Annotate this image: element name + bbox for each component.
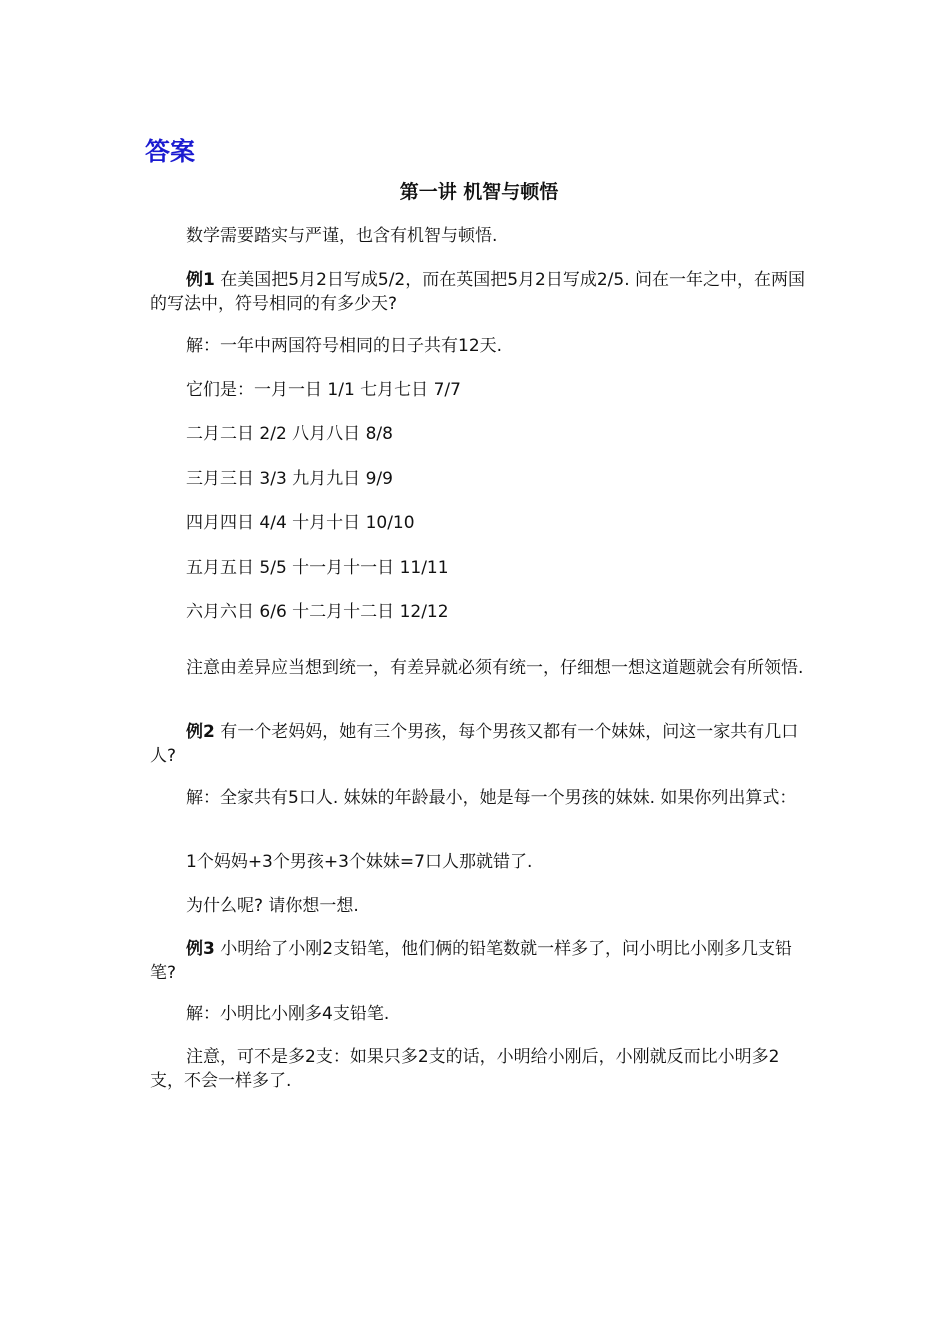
date-pair-1: 一月一日 1/1 七月七日 7/7: [254, 380, 461, 400]
example2-label: 例2: [186, 722, 215, 742]
example1-question: [150, 268, 810, 316]
intro-paragraph: 数学需要踏实与严谨，也含有机智与顿悟.: [186, 226, 498, 246]
example1-note: 注意由差异应当想到统一，有差异就必须有统一，仔细想一想这道题就会有所领悟.: [186, 658, 804, 678]
example2-question-text: 有一个老妈妈，她有三个男孩，每个男孩又都有一个妹妹，问这一家共有几口人?: [150, 722, 799, 766]
example2-question: [150, 720, 810, 768]
example1-date-row: 四月四日 4/4 十月十日 10/10: [186, 513, 415, 533]
example1-date-row: 六月六日 6/6 十二月十二日 12/12: [186, 602, 449, 622]
example2-followup: 为什么呢? 请你想一想.: [186, 896, 359, 916]
example1-answer: 解：一年中两国符号相同的日子共有12天.: [186, 336, 503, 356]
example3-note: 注意，可不是多2支：如果只多2支的话，小明给小刚后，小刚就反而比小明多2支，不会一样多了.: [150, 1047, 780, 1091]
example1-date-row: 三月三日 3/3 九月九日 9/9: [186, 469, 393, 489]
example3-question: [150, 937, 810, 985]
lecture-title: 第一讲 机智与顿悟: [399, 181, 559, 203]
example3-question-text: 小明给了小刚2支铅笔，他们俩的铅笔数就一样多了，问小明比小刚多几支铅笔?: [150, 939, 793, 983]
example1-label: 例1: [186, 270, 215, 290]
example1-question-text: 在美国把5月2日写成5/2，而在英国把5月2日写成2/5. 问在一年之中，在两国的写法中，符号相同的有多少天?: [150, 270, 806, 314]
list-intro: 它们是：: [186, 380, 254, 400]
example2-answer: 解：全家共有5口人. 妹妹的年龄最小，她是每一个男孩的妹妹. 如果你列出算式：: [186, 788, 797, 808]
answers-heading: 答案: [145, 137, 196, 166]
example1-date-row: 五月五日 5/5 十一月十一日 11/11: [186, 558, 449, 578]
example3-label: 例3: [186, 939, 215, 959]
example2-formula: 1个妈妈+3个男孩+3个妹妹=7口人那就错了.: [186, 852, 533, 872]
example3-answer: 解：小明比小刚多4支铅笔.: [186, 1004, 390, 1024]
example1-date-row: 二月二日 2/2 八月八日 8/8: [186, 424, 393, 444]
example1-date-row: [186, 378, 846, 402]
